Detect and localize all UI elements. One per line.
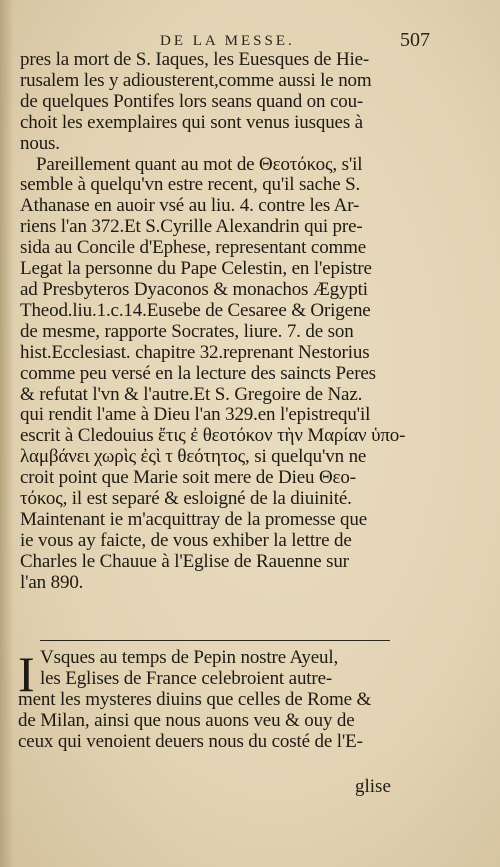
text-line: comme peu versé en la lecture des saincts Peres bbox=[20, 362, 376, 384]
page-number: 507 bbox=[400, 29, 430, 51]
text-line: Vsques au temps de Pepin nostre Ayeul, bbox=[40, 647, 339, 668]
text-line: nous. bbox=[20, 132, 60, 154]
text-line: rusalem les y adiousterent,comme aussi le nom bbox=[20, 69, 372, 91]
text-line: τόκος, il est separé & esloigné de la diuinité. bbox=[20, 488, 352, 510]
text-line: de Milan, ainsi que nous auons veu & ouy de bbox=[18, 709, 355, 731]
text-line: croit point que Marie soit mere de Dieu Θεο- bbox=[20, 467, 356, 489]
text-line: l'an 890. bbox=[20, 571, 84, 593]
text-line: riens l'an 372.Et S.Cyrille Alexandrin qui pre- bbox=[20, 216, 363, 238]
text-line: Pareillement quant au mot de Θεοτόκος, s'il bbox=[36, 153, 363, 175]
page-gutter-shadow bbox=[0, 0, 14, 867]
text-line: escrit à Cledouius ἔτις ἐ θεοτόκον τὴν Μαρίαν ὑπο- bbox=[20, 425, 406, 447]
section-divider bbox=[40, 640, 390, 641]
text-line: Charles le Chauue à l'Eglise de Rauenne sur bbox=[20, 550, 349, 572]
section-text bbox=[18, 648, 404, 753]
drop-cap: I bbox=[18, 646, 35, 702]
text-line: Theod.liu.1.c.14.Eusebe de Cesaree & Origene bbox=[20, 299, 371, 321]
text-line: qui rendit l'ame à Dieu l'an 329.en l'epistrequ'il bbox=[20, 404, 371, 426]
text-line: & refutat l'vn & l'autre.Et S. Gregoire de Naz. bbox=[20, 383, 363, 405]
paragraph-1 bbox=[20, 50, 404, 155]
body-text bbox=[20, 50, 404, 594]
text-line: ceux qui venoient deuers nous du costé de l'E- bbox=[18, 730, 363, 752]
text-line: choit les exemplaires qui sont venus iusques à bbox=[20, 111, 363, 133]
text-line: ad Presbyteros Dyaconos & monachos Ægypti bbox=[20, 278, 368, 300]
running-head: DE LA MESSE. bbox=[160, 33, 295, 49]
text-line: Legat la personne du Pape Celestin, en l'epistre bbox=[20, 258, 372, 280]
text-line: λαμβάνει χωρὶς ἐςὶ τ θεότητος, si quelqu'vn ne bbox=[20, 446, 367, 468]
text-line: ment les mysteres diuins que celles de Rome & bbox=[18, 688, 372, 710]
paragraph-2 bbox=[20, 155, 404, 594]
text-line: Athanase en auoir vsé au liu. 4. contre les Ar- bbox=[20, 195, 360, 217]
text-line: pres la mort de S. Iaques, les Euesques de Hie- bbox=[20, 49, 370, 70]
text-line: de quelques Pontifes lors seans quand on cou- bbox=[20, 90, 364, 112]
text-line: hist.Ecclesiast. chapitre 32.reprenant Nestorius bbox=[20, 341, 370, 363]
text-line: sida au Concile d'Ephese, representant comme bbox=[20, 237, 367, 259]
text-line: les Eglises de France celebroient autre- bbox=[40, 667, 333, 689]
text-line: Maintenant ie m'acquittray de la promesse que bbox=[20, 508, 367, 530]
text-line: semble à quelqu'vn estre recent, qu'il sache S. bbox=[20, 174, 361, 196]
text-line: de mesme, rapporte Socrates, liure. 7. de son bbox=[20, 320, 354, 342]
text-line: ie vous ay faicte, de vous exhiber la lettre de bbox=[20, 529, 352, 551]
catchword: glise bbox=[355, 776, 391, 797]
